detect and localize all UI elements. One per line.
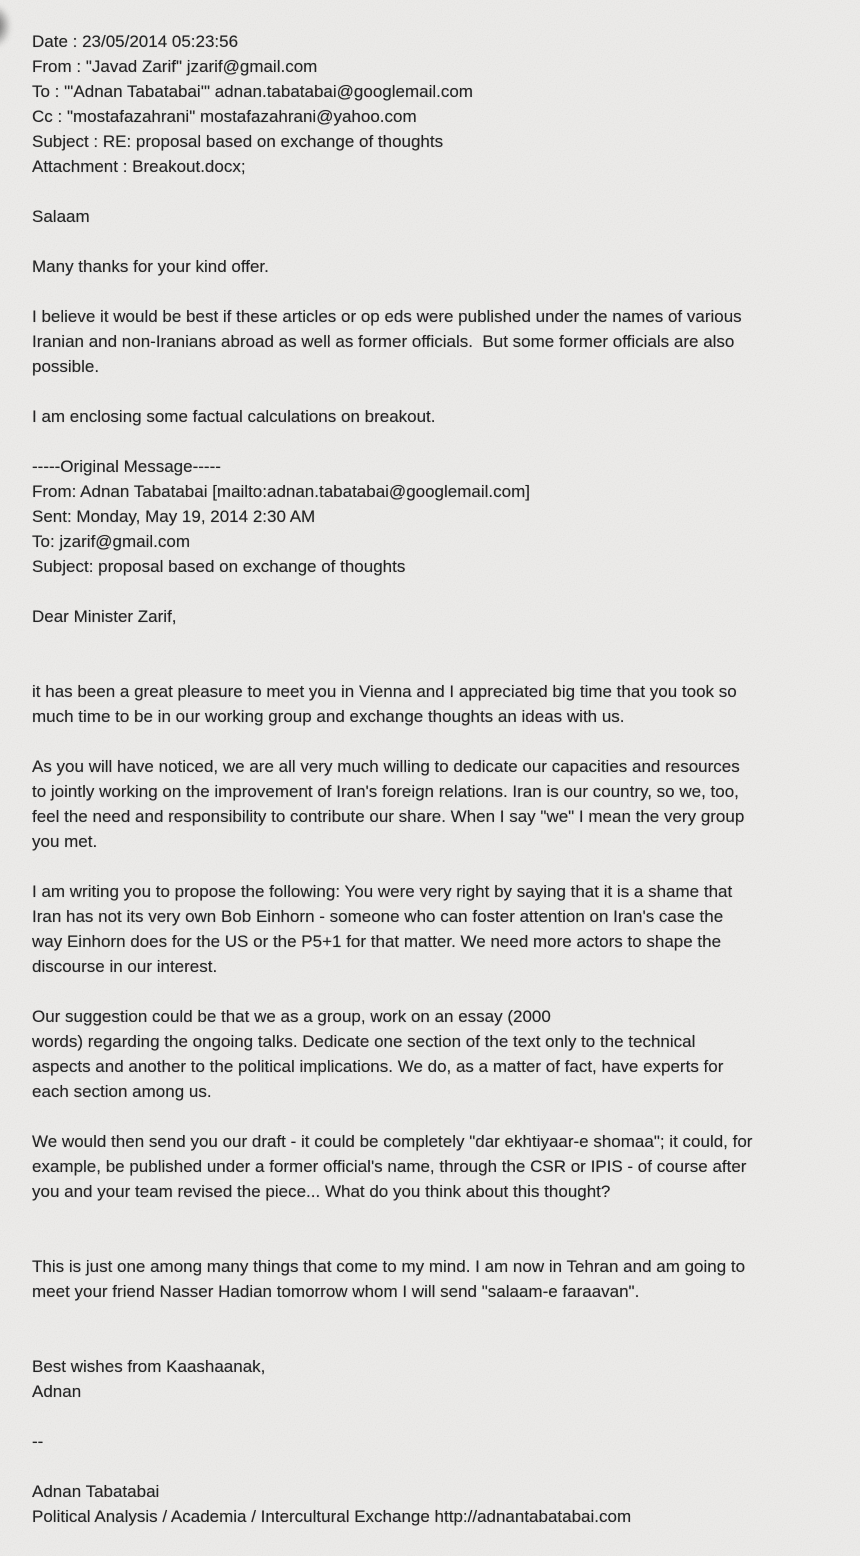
email-body-line: We would then send you our draft - it could be completely "dar ekhtiyaar-e shomaa"; it could, for: [32, 1132, 753, 1151]
email-body-line: words) regarding the ongoing talks. Dedicate one section of the text only to the technical: [32, 1032, 696, 1051]
email-body-line: Adnan: [32, 1382, 82, 1401]
email-body-line: Political Analysis / Academia / Intercultural Exchange http://adnantabatabai.com: [32, 1507, 632, 1526]
email-header: [32, 29, 840, 179]
blank-line: [32, 654, 840, 679]
email-body-line: aspects and another to the political implications. We do, as a matter of fact, have experts for: [32, 1057, 724, 1076]
blank-line: [32, 854, 840, 879]
email-body-line: to jointly working on the improvement of Iran's foreign relations. Iran is our country, so we, too,: [32, 782, 739, 801]
email-header-field-attachment: Attachment : Breakout.docx;: [32, 157, 246, 176]
email-body-line: Salaam: [32, 207, 90, 226]
email-body-line: Subject: proposal based on exchange of thoughts: [32, 557, 406, 576]
email-body-line: I am writing you to propose the following: You were very right by saying that it is a shame that: [32, 882, 733, 901]
email-body-line: Sent: Monday, May 19, 2014 2:30 AM: [32, 507, 316, 526]
email-body-line: example, be published under a former official's name, through the CSR or IPIS - of course after: [32, 1157, 747, 1176]
email-body-line: much time to be in our working group and exchange thoughts an ideas with us.: [32, 707, 625, 726]
email-header-field-to: To : "'Adnan Tabatabai'" adnan.tabatabai@googlemail.com: [32, 82, 473, 101]
email-body-line: it has been a great pleasure to meet you in Vienna and I appreciated big time that you took so: [32, 682, 737, 701]
email-body-line: Dear Minister Zarif,: [32, 607, 177, 626]
blank-line: [32, 979, 840, 1004]
email-body: [32, 179, 840, 1529]
blank-line: [32, 279, 840, 304]
blank-line: [32, 729, 840, 754]
email-body-line: Best wishes from Kaashaanak,: [32, 1357, 266, 1376]
email-body-line: From: Adnan Tabatabai [mailto:adnan.tabatabai@googlemail.com]: [32, 482, 530, 501]
blank-line: [32, 1329, 840, 1354]
email-body-line: feel the need and responsibility to contribute our share. When I say "we" I mean the very group: [32, 807, 745, 826]
blank-line: [32, 1204, 840, 1229]
email-document: [32, 29, 840, 1529]
email-body-line: --: [32, 1432, 44, 1451]
email-header-field-cc: Cc : "mostafazahrani" mostafazahrani@yahoo.com: [32, 107, 417, 126]
email-body-line: each section among us.: [32, 1082, 212, 1101]
email-body-line: To: jzarif@gmail.com: [32, 532, 191, 551]
email-body-line: Iranian and non-Iranians abroad as well as former officials. But some former officials are also: [32, 332, 735, 351]
blank-line: [32, 1304, 840, 1329]
email-header-field-from: From : "Javad Zarif" jzarif@gmail.com: [32, 57, 318, 76]
blank-line: [32, 1404, 840, 1429]
email-body-line: Iran has not its very own Bob Einhorn - someone who can foster attention on Iran's case the: [32, 907, 724, 926]
email-body-line: you and your team revised the piece... What do you think about this thought?: [32, 1182, 611, 1201]
blank-line: [32, 579, 840, 604]
blank-line: [32, 229, 840, 254]
blank-line: [32, 629, 840, 654]
email-body-line: Our suggestion could be that we as a group, work on an essay (2000: [32, 1007, 551, 1026]
blank-line: [32, 1454, 840, 1479]
email-body-line: I believe it would be best if these articles or op eds were published under the names of various: [32, 307, 742, 326]
email-body-line: I am enclosing some factual calculations on breakout.: [32, 407, 436, 426]
email-body-line: you met.: [32, 832, 98, 851]
email-body-line: possible.: [32, 357, 100, 376]
email-header-field-subject: Subject : RE: proposal based on exchange of thoughts: [32, 132, 444, 151]
scan-corner-smudge: [0, 4, 11, 48]
email-body-line: discourse in our interest.: [32, 957, 218, 976]
blank-line: [32, 379, 840, 404]
email-body-line: way Einhorn does for the US or the P5+1 for that matter. We need more actors to shape the: [32, 932, 722, 951]
email-body-line: This is just one among many things that come to my mind. I am now in Tehran and am going to: [32, 1257, 746, 1276]
email-body-line: As you will have noticed, we are all very much willing to dedicate our capacities and resources: [32, 757, 740, 776]
email-body-line: Adnan Tabatabai: [32, 1482, 160, 1501]
email-body-line: Many thanks for your kind offer.: [32, 257, 269, 276]
blank-line: [32, 179, 840, 204]
email-body-line: meet your friend Nasser Hadian tomorrow whom I will send "salaam-e faraavan".: [32, 1282, 640, 1301]
email-body-line: -----Original Message-----: [32, 457, 221, 476]
blank-line: [32, 1229, 840, 1254]
blank-line: [32, 1104, 840, 1129]
email-header-field-date: Date : 23/05/2014 05:23:56: [32, 32, 239, 51]
blank-line: [32, 429, 840, 454]
